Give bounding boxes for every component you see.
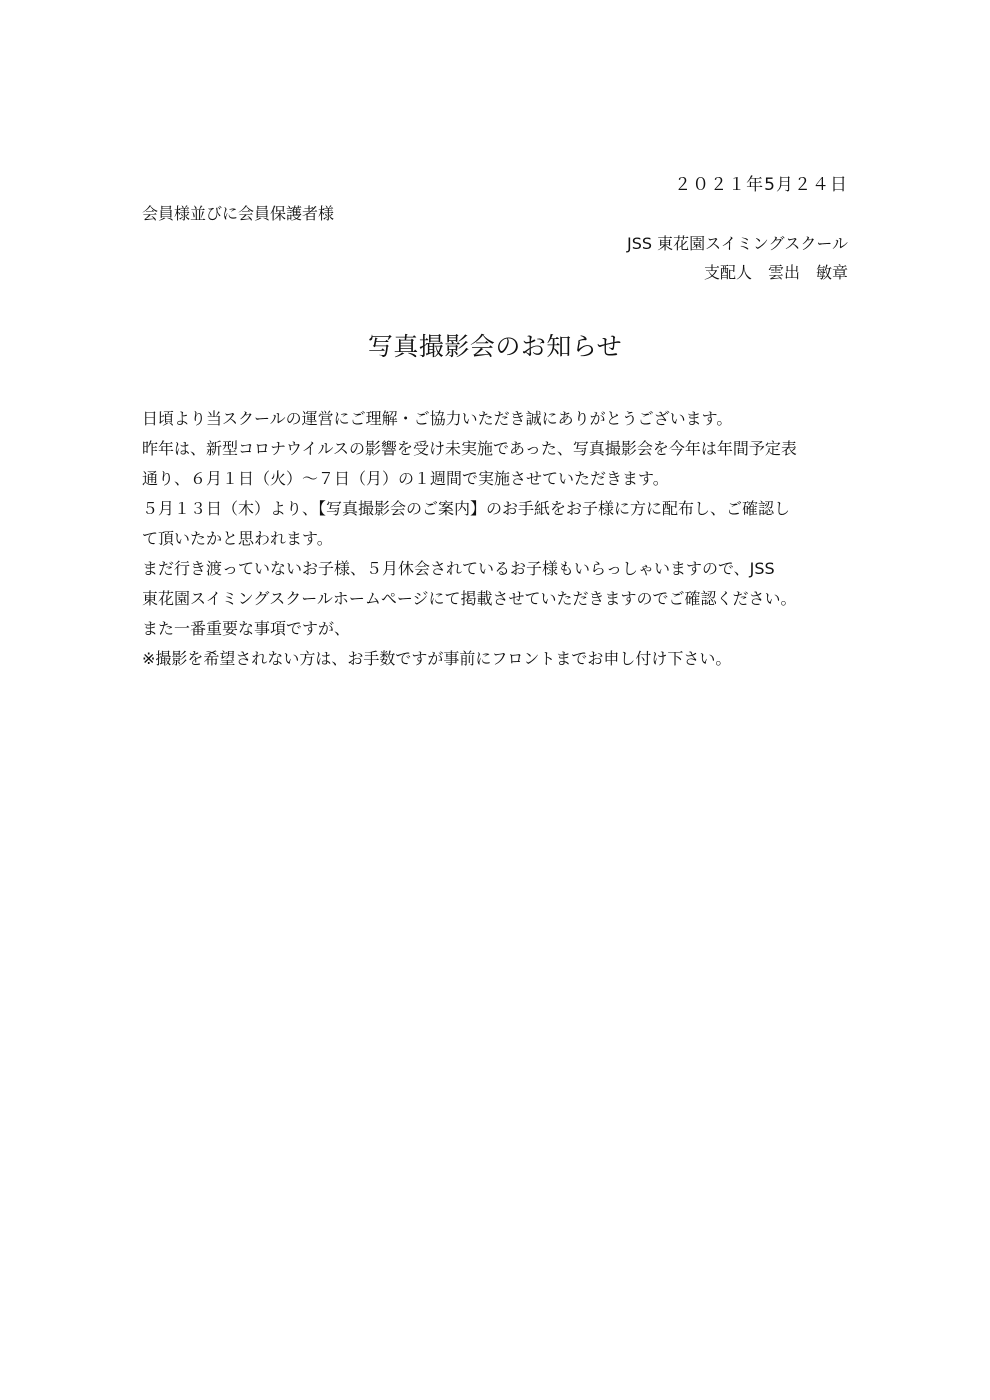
recipient-line: 会員様並びに会員保護者様: [142, 204, 335, 223]
body-line: 日頃より当スクールの運営にご理解・ご協力いただき誠にありがとうございます。: [142, 409, 733, 428]
body-line: ５月１３日（木）より、【写真撮影会のご案内】のお手紙をお子様に方に配布し、ご確認し: [142, 499, 791, 518]
body-line: 通り、６月１日（火）～７日（月）の１週間で実施させていただきます。: [142, 469, 669, 488]
body-line: まだ行き渡っていないお子様、５月休会されているお子様もいらっしゃいますので、JSS: [142, 559, 775, 578]
sender-block: [627, 229, 848, 287]
body-line: 東花園スイミングスクールホームページにて掲載させていただきますのでご確認ください。: [142, 589, 797, 608]
body-line: て頂いたかと思われます。: [142, 529, 333, 548]
sender-person: 支配人 雲出 敏章: [703, 263, 848, 282]
document-title: 写真撮影会のお知らせ: [367, 332, 623, 361]
body-text: [142, 404, 862, 674]
body-line: 昨年は、新型コロナウイルスの影響を受け未実施であった、写真撮影会を今年は年間予定表: [142, 439, 797, 458]
sender-organization: JSS 東花園スイミングスクール: [627, 234, 848, 253]
body-line: また一番重要な事項ですが、: [142, 619, 351, 638]
document-date: ２０２１年5月２４日: [674, 175, 848, 195]
body-line: ※撮影を希望されない方は、お手数ですが事前にフロントまでお申し付け下さい。: [142, 649, 732, 668]
